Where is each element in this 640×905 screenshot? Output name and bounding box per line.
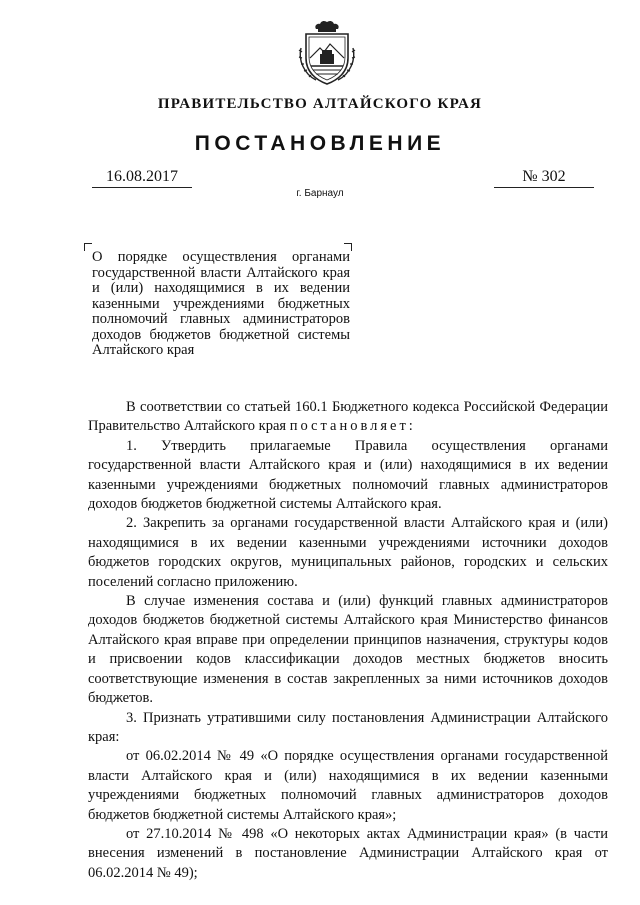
paragraph-2: 2. Закрепить за органами государственной власти Алтайского края и (или) находящимися в их ведении казенными учреждениями источники доходов бюджетов городских округов, муниципальных районов, городских и сельских поселений согласно приложению. bbox=[88, 515, 608, 590]
paragraph-1: 1. Утвердить прилагаемые Правила осуществления органами государственной власти Алтайского края и (или) находящимися в их ведении казенными учреждениями бюджетных полномочий главных администраторов доходов бюджетов бюджетной системы Алтайского края. bbox=[88, 437, 608, 513]
preamble-verb: постановляет: bbox=[289, 418, 416, 435]
preamble-text: В соответствии со статьей 160.1 Бюджетного кодекса Российской Федерации Правительство Алтайского края bbox=[88, 399, 608, 435]
organization-name: ПРАВИТЕЛЬСТВО АЛТАЙСКОГО КРАЯ bbox=[157, 96, 483, 112]
preamble-paragraph bbox=[88, 398, 608, 437]
repealed-act-2: от 27.10.2014 № 498 «О некоторых актах Администрации края» (в части внесения изменений в постановление Администрации Алтайского края от 06.02.2014 № 49); bbox=[88, 825, 608, 881]
repealed-act-1: от 06.02.2014 № 49 «О порядке осуществления органами государственной власти Алтайского края и (или) находящимися в их ведении казенными учреждениями бюджетных полномочий главных администраторов доходов бюджетов бюджетной системы Алтайского края»; bbox=[88, 748, 608, 823]
coat-of-arms-emblem bbox=[296, 18, 358, 86]
document-number: № 302 bbox=[494, 168, 594, 188]
document-subject: О порядке осуществления органами государственной власти Алтайского края и (или) находящимися в их ведении казенными учреждениями бюджетных полномочий главных администраторов доходов бюджетов бюджетной системы Алтайского края bbox=[92, 249, 350, 358]
paragraph-3: 3. Признать утратившими силу постановления Администрации Алтайского края: bbox=[88, 709, 608, 745]
document-date: 16.08.2017 bbox=[92, 168, 192, 188]
document-city: г. Барнаул bbox=[296, 188, 344, 199]
subject-corner-mark-left bbox=[84, 243, 92, 251]
paragraph-2-continued: В случае изменения состава и (или) функций главных администраторов доходов бюджетов бюджетной системы Алтайского края Министерство финансов Алтайского края вправе при определении принципов назначения, структуры кодов и присвоении кодов классификации доходов местных бюджетов вносить соответствующие изменения в состав закрепленных за ними источников доходов бюджетов. bbox=[88, 593, 608, 707]
document-type: ПОСТАНОВЛЕНИЕ bbox=[194, 132, 446, 155]
document-body bbox=[88, 398, 608, 883]
